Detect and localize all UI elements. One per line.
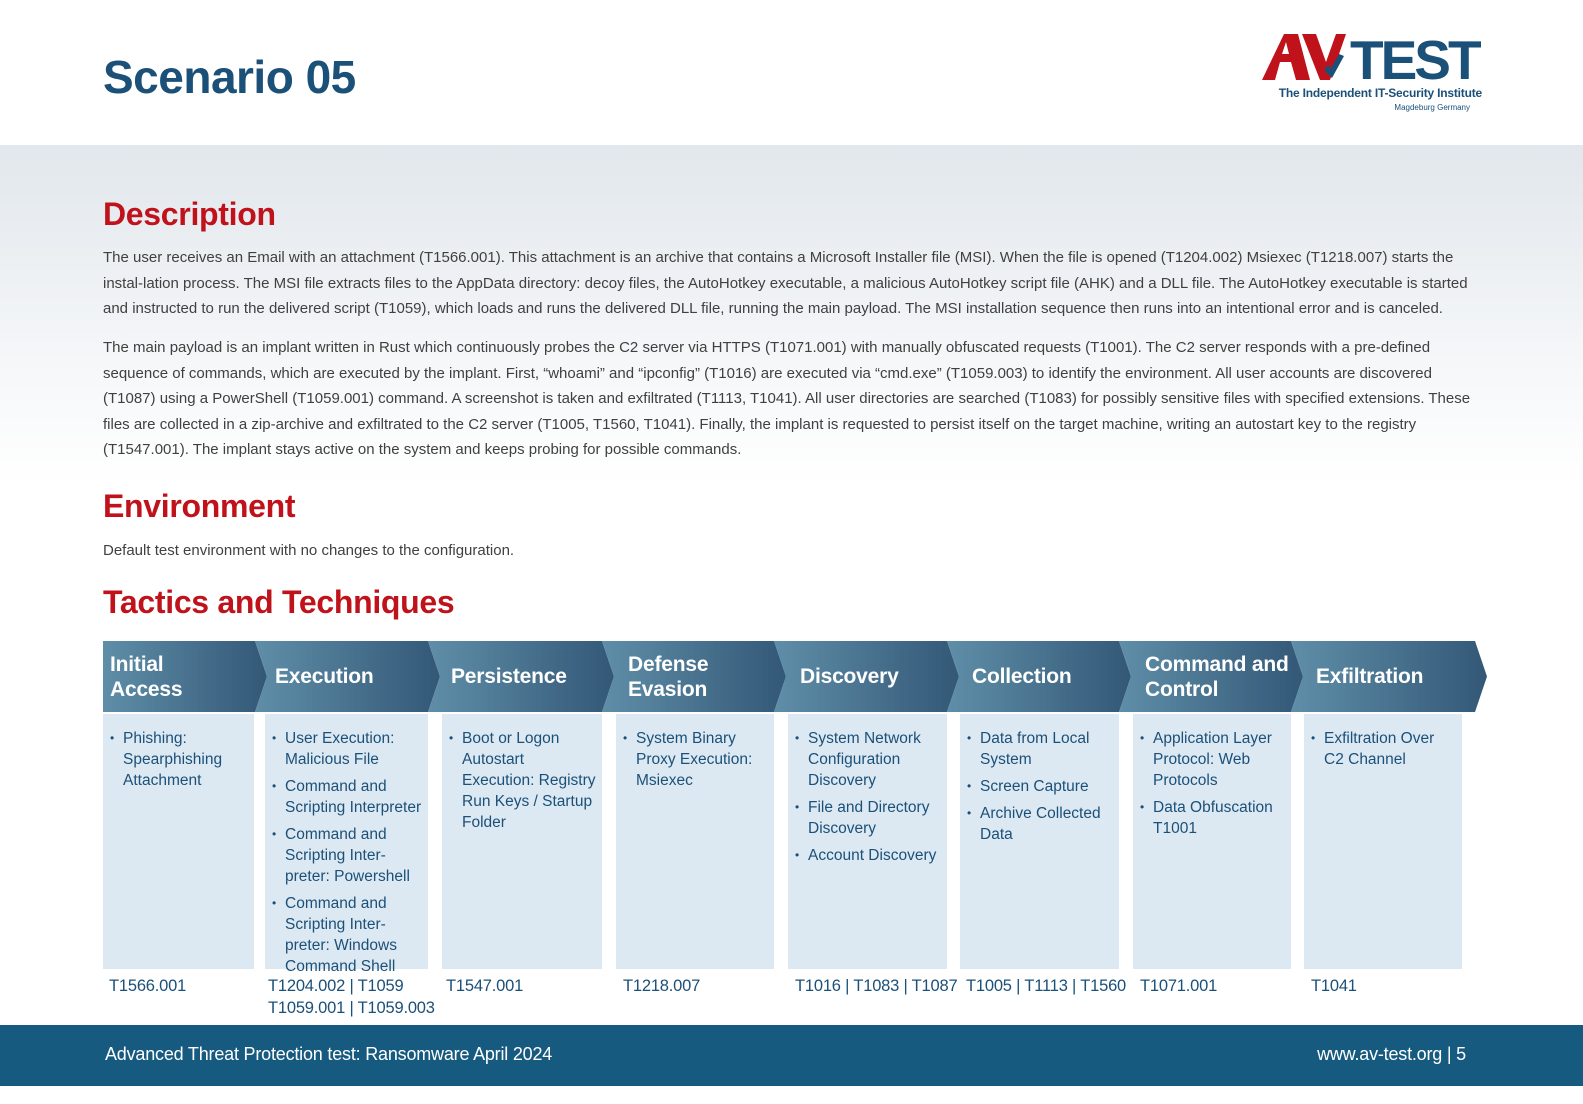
tactic-title-command-and-control: Command and Control xyxy=(1145,652,1289,701)
technique-ids-collection: T1005 | T1113 | T1560 xyxy=(966,977,1127,995)
tactic-column-defense-evasion xyxy=(616,714,774,969)
tactic-column-execution xyxy=(265,714,428,975)
technique-item: • Command and Scripting Interpreter xyxy=(285,776,424,818)
tactic-title-collection: Collection xyxy=(972,665,1072,688)
footer-report-title: Advanced Threat Protection test: Ransomware April 2024 xyxy=(105,1044,553,1064)
page-footer xyxy=(0,1025,1583,1086)
tactic-column-exfiltration xyxy=(1304,714,1462,969)
technique-ids-discovery: T1016 | T1083 | T1087 xyxy=(795,977,958,995)
technique-item: • System Network Configuration Discovery xyxy=(808,728,943,791)
technique-ids-defense-evasion: T1218.007 xyxy=(623,977,701,995)
logo-tagline: The Independent IT-Security Institute xyxy=(1278,86,1482,100)
technique-ids-exfiltration: T1041 xyxy=(1311,977,1357,995)
av-test-logo xyxy=(1262,32,1482,116)
tactic-title-initial-access: Initial Access xyxy=(110,652,183,701)
page-title: Scenario 05 xyxy=(103,51,356,103)
tactic-column-initial-access xyxy=(103,714,254,969)
technique-item: • Data from Local System xyxy=(980,728,1115,770)
technique-ids-initial-access: T1566.001 xyxy=(109,977,187,995)
technique-item: • Command and Scripting Inter-preter: Windows Command Shell xyxy=(285,893,424,977)
av-test-logo-mark xyxy=(1262,32,1482,84)
tactic-title-discovery: Discovery xyxy=(800,665,899,688)
environment-heading: Environment xyxy=(103,488,296,524)
tactic-column-discovery xyxy=(788,714,947,969)
technique-item: • File and Directory Discovery xyxy=(808,797,943,839)
tactic-title-persistence: Persistence xyxy=(451,665,567,688)
technique-item: • Account Discovery xyxy=(808,845,943,866)
tactics-heading: Tactics and Techniques xyxy=(103,584,455,620)
technique-ids-execution: T1204.002 | T1059 T1059.001 | T1059.003 xyxy=(268,977,435,1017)
technique-item: • Boot or Logon Autostart Execution: Registry Run Keys / Startup Folder xyxy=(462,728,598,833)
description-paragraph-1: The user receives an Email with an attachment (T1566.001). This attachment is an archive that contains a Microsoft Installer file (MSI). When the file is opened (T1204.002) Msiexec (T1218.007) starts the instal-lation process. The MSI file extracts files to the AppData directory: decoy files, the AutoHotkey executable, a malicious AutoHotkey script file (AHK) and a DLL file. The AutoHotkey executable is started and instructed to run the delivered script (T1059), which loads and runs the delivered DLL file, running the main payload. The MSI installation sequence then runs into an intentional error and is canceled. xyxy=(103,249,1468,318)
description-paragraph-2: The main payload is an implant written in Rust which continuously probes the C2 server via HTTPS (T1071.001) with manually obfuscated requests (T1001). The C2 server responds with a pre-defined sequence of commands, which are executed by the implant. First, “whoami” and “ipconfig” (T1016) are executed via “cmd.exe” (T1059.003) to identify the environment. All user accounts are discovered (T1087) using a PowerShell (T1059.001) command. A screenshot is taken and exfiltrated (T1113, T1041). All user directories are searched (T1083) for possibly sensitive files with specified extensions. These files are collected in a zip-archive and exfiltrated to the C2 server (T1005, T1560, T1041). Finally, the implant is requested to persist itself on the target machine, writing an autostart key to the registry (T1547.001). The implant stays active on the system and keeps probing for possible commands. xyxy=(103,339,1471,459)
technique-item: • Data Obfuscation T1001 xyxy=(1153,797,1287,839)
tactic-column-persistence xyxy=(442,714,602,969)
description-heading: Description xyxy=(103,196,276,232)
svg-text:TEST: TEST xyxy=(1350,32,1479,84)
technique-ids-persistence: T1547.001 xyxy=(446,977,524,995)
environment-text: Default test environment with no changes to the configuration. xyxy=(103,542,515,559)
technique-item: • Command and Scripting Inter-preter: Powershell xyxy=(285,824,424,887)
page-header xyxy=(0,0,1583,145)
tactic-column-collection xyxy=(960,714,1119,969)
technique-item: • Application Layer Protocol: Web Protocols xyxy=(1153,728,1287,791)
tactic-title-execution: Execution xyxy=(275,665,374,688)
technique-item: • System Binary Proxy Execution: Msiexec xyxy=(636,728,770,791)
technique-item: • Screen Capture xyxy=(980,776,1115,797)
technique-item: • Exfiltration Over C2 Channel xyxy=(1324,728,1458,770)
footer-url-page-number: www.av-test.org | 5 xyxy=(1317,1044,1466,1064)
tactic-title-exfiltration: Exfiltration xyxy=(1316,665,1424,688)
technique-item: • User Execution: Malicious File xyxy=(285,728,424,770)
technique-item: • Archive Collected Data xyxy=(980,803,1115,845)
technique-item: • Phishing: Spearphishing Attachment xyxy=(123,728,250,791)
technique-ids-command-and-control: T1071.001 xyxy=(1140,977,1218,995)
tactic-title-defense-evasion: Defense Evasion xyxy=(628,652,709,701)
logo-location: Magdeburg Germany xyxy=(1394,103,1470,112)
tactic-column-command-and-control xyxy=(1133,714,1291,969)
